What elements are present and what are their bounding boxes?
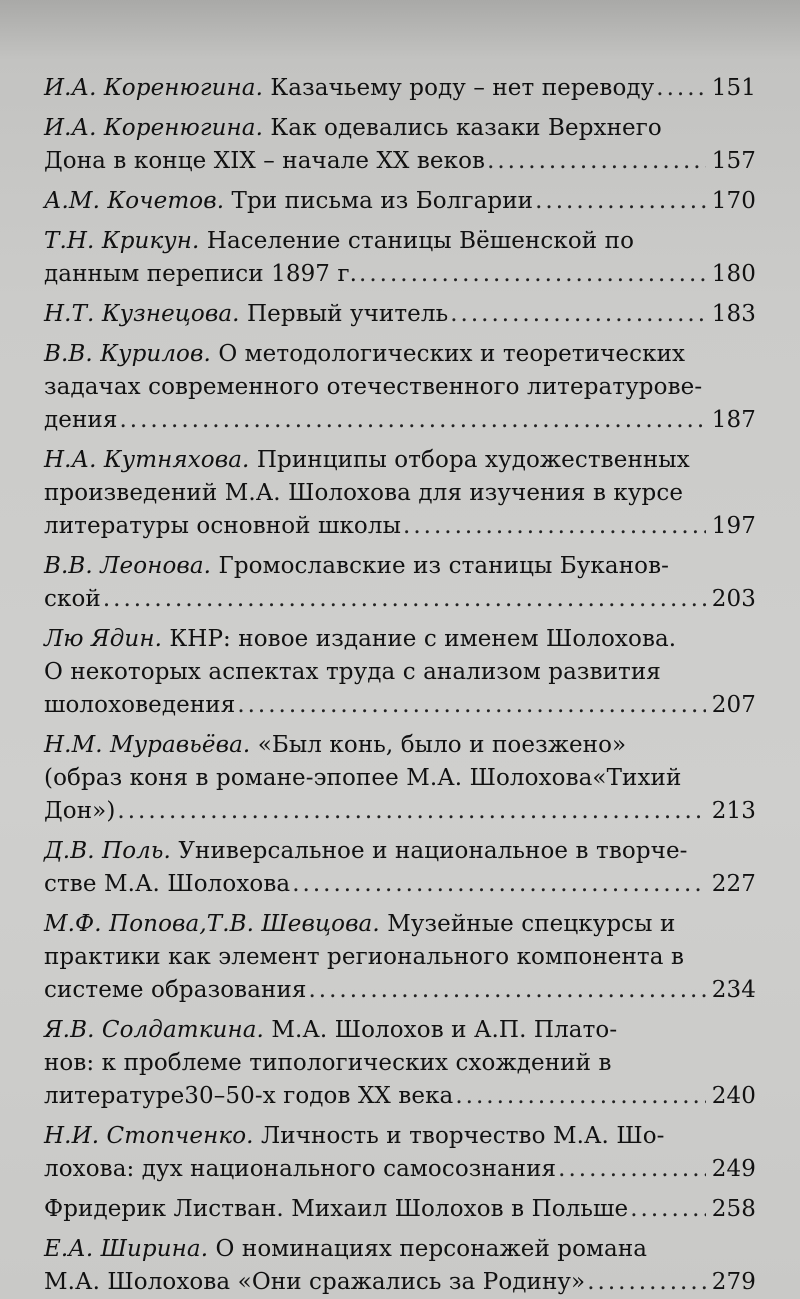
toc-entry — [44, 225, 756, 291]
toc-line — [44, 908, 756, 941]
table-of-contents — [44, 72, 756, 1299]
dot-leader — [630, 1193, 706, 1226]
toc-title-text: Принципы отбора художественных — [249, 447, 690, 473]
dot-leader — [403, 510, 706, 543]
toc-title-text: О методологических и теоретических — [210, 341, 686, 367]
toc-title-text: Личность и творчество М.А. Шо- — [253, 1123, 665, 1149]
toc-title-text: Как одевались казаки Верхнего — [263, 115, 662, 141]
toc-title-text: Казачьему роду – нет переводу — [263, 75, 655, 101]
page-number[interactable]: 151 — [711, 75, 756, 101]
page-number[interactable]: 240 — [711, 1083, 756, 1109]
toc-title-text: Население станицы Вёшенской по — [199, 228, 635, 254]
toc-line — [44, 656, 756, 689]
toc-author: Лю Ядин. — [44, 626, 162, 652]
toc-line — [44, 404, 756, 437]
toc-author: А.М. Кочетов. — [44, 188, 225, 214]
toc-entry — [44, 1193, 756, 1226]
toc-line — [44, 225, 756, 258]
toc-line — [44, 298, 756, 331]
toc-line — [44, 1014, 756, 1047]
dot-leader — [117, 795, 705, 828]
toc-title-text: Первый учитель — [239, 301, 449, 327]
toc-line — [44, 729, 756, 762]
toc-author: Н.М. Муравьёва. — [44, 732, 251, 758]
toc-line — [44, 1120, 756, 1153]
dot-leader — [292, 868, 706, 901]
page-number[interactable]: 157 — [711, 148, 756, 174]
toc-author: И.А. Коренюгина. — [44, 115, 263, 141]
toc-title-text: (образ коня в романе-эпопее М.А. Шолохова«Тихий — [44, 765, 682, 791]
toc-author: В.В. Курилов. — [44, 341, 211, 367]
toc-line — [44, 1047, 756, 1080]
dot-leader — [103, 583, 706, 616]
toc-title-text: нов: к проблеме типологических схождений в — [44, 1050, 612, 1076]
toc-author: Т.Н. Крикун. — [44, 228, 200, 254]
toc-entry — [44, 729, 756, 828]
toc-line — [44, 835, 756, 868]
toc-title-text: Дона в конце XIX – начале XX веков — [44, 148, 486, 174]
toc-title-text: задачах современного отечественного литературове- — [44, 374, 703, 400]
page-number[interactable]: 234 — [711, 977, 756, 1003]
toc-entry — [44, 550, 756, 616]
toc-title-text: «Был конь, было и поезжено» — [250, 732, 627, 758]
toc-entry — [44, 1233, 756, 1299]
toc-title-text: данным переписи 1897 г. — [44, 261, 358, 287]
toc-line — [44, 510, 756, 543]
page-number[interactable]: 197 — [711, 513, 756, 539]
toc-line — [44, 623, 756, 656]
page-number[interactable]: 170 — [711, 188, 756, 214]
page-number[interactable]: 227 — [711, 871, 756, 897]
toc-line — [44, 1266, 756, 1299]
toc-title-text: лохова: дух национального самосознания — [44, 1156, 557, 1182]
toc-title-text: КНР: новое издание с именем Шолохова. — [161, 626, 677, 652]
toc-title-text: Громославские из станицы Буканов- — [211, 553, 670, 579]
page-number[interactable]: 187 — [711, 407, 756, 433]
page-number[interactable]: 249 — [711, 1156, 756, 1182]
toc-line — [44, 444, 756, 477]
dot-leader — [309, 974, 706, 1007]
toc-author: Н.Т. Кузнецова. — [44, 301, 240, 327]
toc-author: Е.А. Ширина. — [44, 1236, 209, 1262]
dot-leader — [535, 185, 706, 218]
page-number[interactable]: 203 — [711, 586, 756, 612]
toc-line — [44, 583, 756, 616]
toc-title-text: произведений М.А. Шолохова для изучения в курсе — [44, 480, 684, 506]
toc-entry — [44, 835, 756, 901]
toc-author: И.А. Коренюгина. — [44, 75, 263, 101]
toc-author: В.В. Леонова. — [44, 553, 212, 579]
toc-title-text: ской — [44, 586, 101, 612]
toc-title-text: М.А. Шолохов и А.П. Плато- — [263, 1017, 618, 1043]
toc-title-text: Три письма из Болгарии — [224, 188, 534, 214]
toc-title-text: литературы основной школы — [44, 513, 402, 539]
toc-line — [44, 762, 756, 795]
toc-title-text: системе образования — [44, 977, 307, 1003]
toc-line — [44, 689, 756, 722]
toc-entry — [44, 185, 756, 218]
toc-line — [44, 112, 756, 145]
dot-leader — [587, 1266, 706, 1299]
toc-line — [44, 941, 756, 974]
dot-leader — [119, 404, 705, 437]
toc-entry — [44, 72, 756, 105]
toc-entry — [44, 623, 756, 722]
toc-author: Я.В. Солдаткина. — [44, 1017, 264, 1043]
page-number[interactable]: 183 — [711, 301, 756, 327]
toc-author: Н.И. Стопченко. — [44, 1123, 254, 1149]
toc-entry — [44, 444, 756, 543]
toc-line — [44, 477, 756, 510]
toc-line — [44, 72, 756, 105]
toc-title-text: О номинациях персонажей романа — [208, 1236, 648, 1262]
dot-leader — [450, 298, 706, 331]
toc-title-text: практики как элемент регионального компонента в — [44, 944, 685, 970]
toc-line — [44, 371, 756, 404]
toc-title-text: Музейные спецкурсы и — [379, 911, 676, 937]
toc-title-text: стве М.А. Шолохова — [44, 871, 291, 897]
page-number[interactable]: 258 — [711, 1196, 756, 1222]
toc-line — [44, 550, 756, 583]
toc-line — [44, 1193, 756, 1226]
page-number[interactable]: 180 — [711, 261, 756, 287]
page-number[interactable]: 207 — [711, 692, 756, 718]
toc-title-text: Фридерик Листван. Михаил Шолохов в Польше — [44, 1196, 629, 1222]
toc-title-text: шолоховедения — [44, 692, 236, 718]
dot-leader — [558, 1153, 706, 1186]
toc-author: Н.А. Кутняхова. — [44, 447, 250, 473]
toc-line — [44, 795, 756, 828]
dot-leader — [487, 145, 706, 178]
toc-line — [44, 338, 756, 371]
toc-entry — [44, 298, 756, 331]
toc-line — [44, 974, 756, 1007]
toc-line — [44, 1080, 756, 1113]
dot-leader — [237, 689, 705, 722]
toc-line — [44, 868, 756, 901]
toc-title-text: литературе30–50-х годов XX века — [44, 1083, 454, 1109]
toc-line — [44, 185, 756, 218]
toc-title-text: Универсальное и национальное в творче- — [170, 838, 688, 864]
toc-author: Д.В. Поль. — [44, 838, 171, 864]
page-number[interactable]: 279 — [711, 1269, 756, 1295]
toc-entry — [44, 1120, 756, 1186]
toc-author: М.Ф. Попова,Т.В. Шевцова. — [44, 911, 380, 937]
toc-title-text: Дон») — [44, 798, 116, 824]
toc-line — [44, 1233, 756, 1266]
toc-entry — [44, 908, 756, 1007]
toc-line — [44, 145, 756, 178]
toc-title-text: О некоторых аспектах труда с анализом развития — [44, 659, 661, 685]
dot-leader — [359, 258, 706, 291]
page-number[interactable]: 213 — [711, 798, 756, 824]
toc-entry — [44, 1014, 756, 1113]
dot-leader — [455, 1080, 705, 1113]
toc-title-text: дения — [44, 407, 118, 433]
toc-line — [44, 258, 756, 291]
toc-entry — [44, 112, 756, 178]
toc-title-text: М.А. Шолохова «Они сражались за Родину» — [44, 1269, 586, 1295]
toc-line — [44, 1153, 756, 1186]
dot-leader — [656, 72, 706, 105]
toc-entry — [44, 338, 756, 437]
